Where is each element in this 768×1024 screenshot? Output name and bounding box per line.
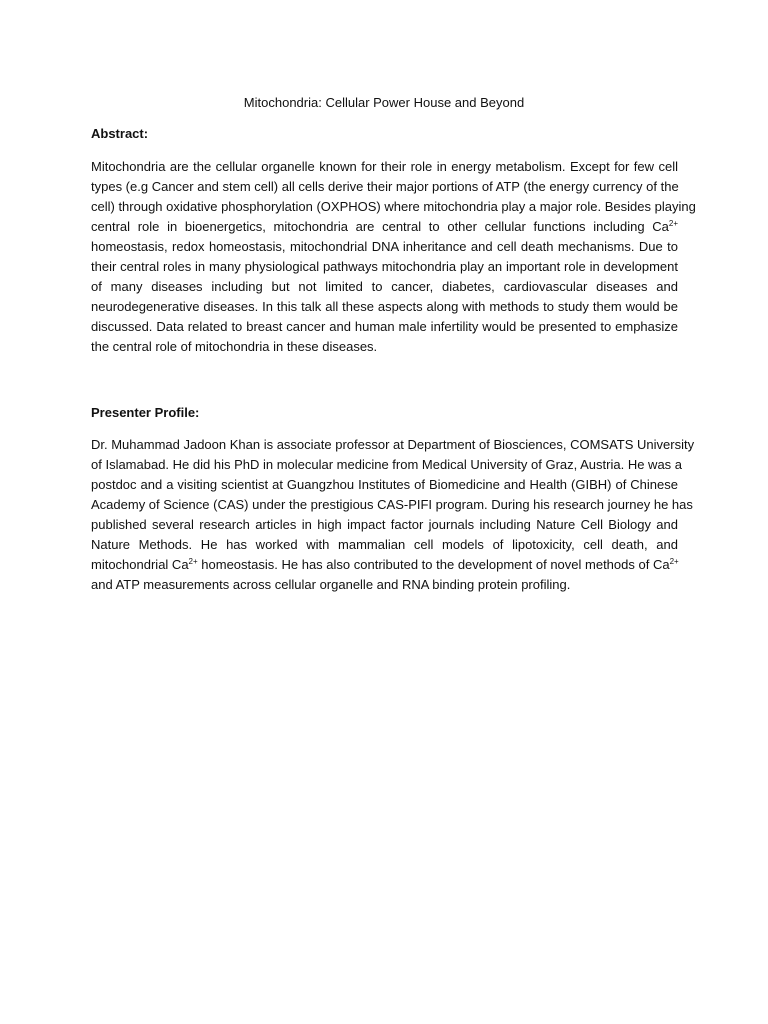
- calcium-superscript: 2+: [188, 557, 198, 566]
- profile-line-text: homeostasis. He has also contributed to the development of novel methods of Ca: [197, 557, 670, 572]
- abstract-line: types (e.g Cancer and stem cell) all cells derive their major portions of ATP (the energy currency of the: [91, 179, 679, 194]
- profile-line: Dr. Muhammad Jadoon Khan is associate professor at Department of Biosciences, COMSATS University: [91, 437, 695, 452]
- abstract-line: cell) through oxidative phosphorylation (OXPHOS) where mitochondria play a major role. Besides playing: [91, 199, 696, 214]
- profile-line: [91, 555, 678, 575]
- profile-line: Academy of Science (CAS) under the prestigious CAS-PIFI program. During his research journey he has: [91, 497, 693, 512]
- abstract-line: their central roles in many physiological pathways mitochondria play an important role in development: [91, 259, 678, 274]
- abstract-line: the central role of mitochondria in these diseases.: [91, 339, 378, 354]
- abstract-line-text: central role in bioenergetics, mitochondria are central to other cellular functions including Ca: [91, 219, 669, 234]
- abstract-line: discussed. Data related to breast cancer and human male infertility would be presented to emphasize: [91, 319, 678, 334]
- abstract-line: [91, 217, 678, 237]
- document-title: Mitochondria: Cellular Power House and Beyond: [243, 95, 525, 110]
- profile-line: published several research articles in high impact factor journals including Nature Cell Biology and: [91, 517, 678, 532]
- profile-line: of Islamabad. He did his PhD in molecular medicine from Medical University of Graz, Austria. He was a: [91, 457, 683, 472]
- presenter-profile-paragraph: [91, 435, 695, 595]
- profile-line-text: mitochondrial Ca: [91, 557, 189, 572]
- abstract-heading: Abstract:: [91, 126, 149, 141]
- calcium-superscript: 2+: [668, 219, 678, 228]
- calcium-superscript: 2+: [669, 557, 679, 566]
- abstract-line: of many diseases including but not limited to cancer, diabetes, cardiovascular diseases and: [91, 279, 678, 294]
- profile-line: and ATP measurements across cellular organelle and RNA binding protein profiling.: [91, 577, 571, 592]
- profile-line: postdoc and a visiting scientist at Guangzhou Institutes of Biomedicine and Health (GIBH) of Chinese: [91, 477, 678, 492]
- abstract-line: Mitochondria are the cellular organelle known for their role in energy metabolism. Except for few cell: [91, 159, 678, 174]
- abstract-line: neurodegenerative diseases. In this talk all these aspects along with methods to study them would be: [91, 299, 678, 314]
- abstract-line: homeostasis, redox homeostasis, mitochondrial DNA inheritance and cell death mechanisms. Due to: [91, 239, 678, 254]
- profile-line: Nature Methods. He has worked with mammalian cell models of lipotoxicity, cell death, and: [91, 537, 678, 552]
- abstract-paragraph: [91, 157, 696, 357]
- presenter-profile-heading: Presenter Profile:: [91, 405, 200, 420]
